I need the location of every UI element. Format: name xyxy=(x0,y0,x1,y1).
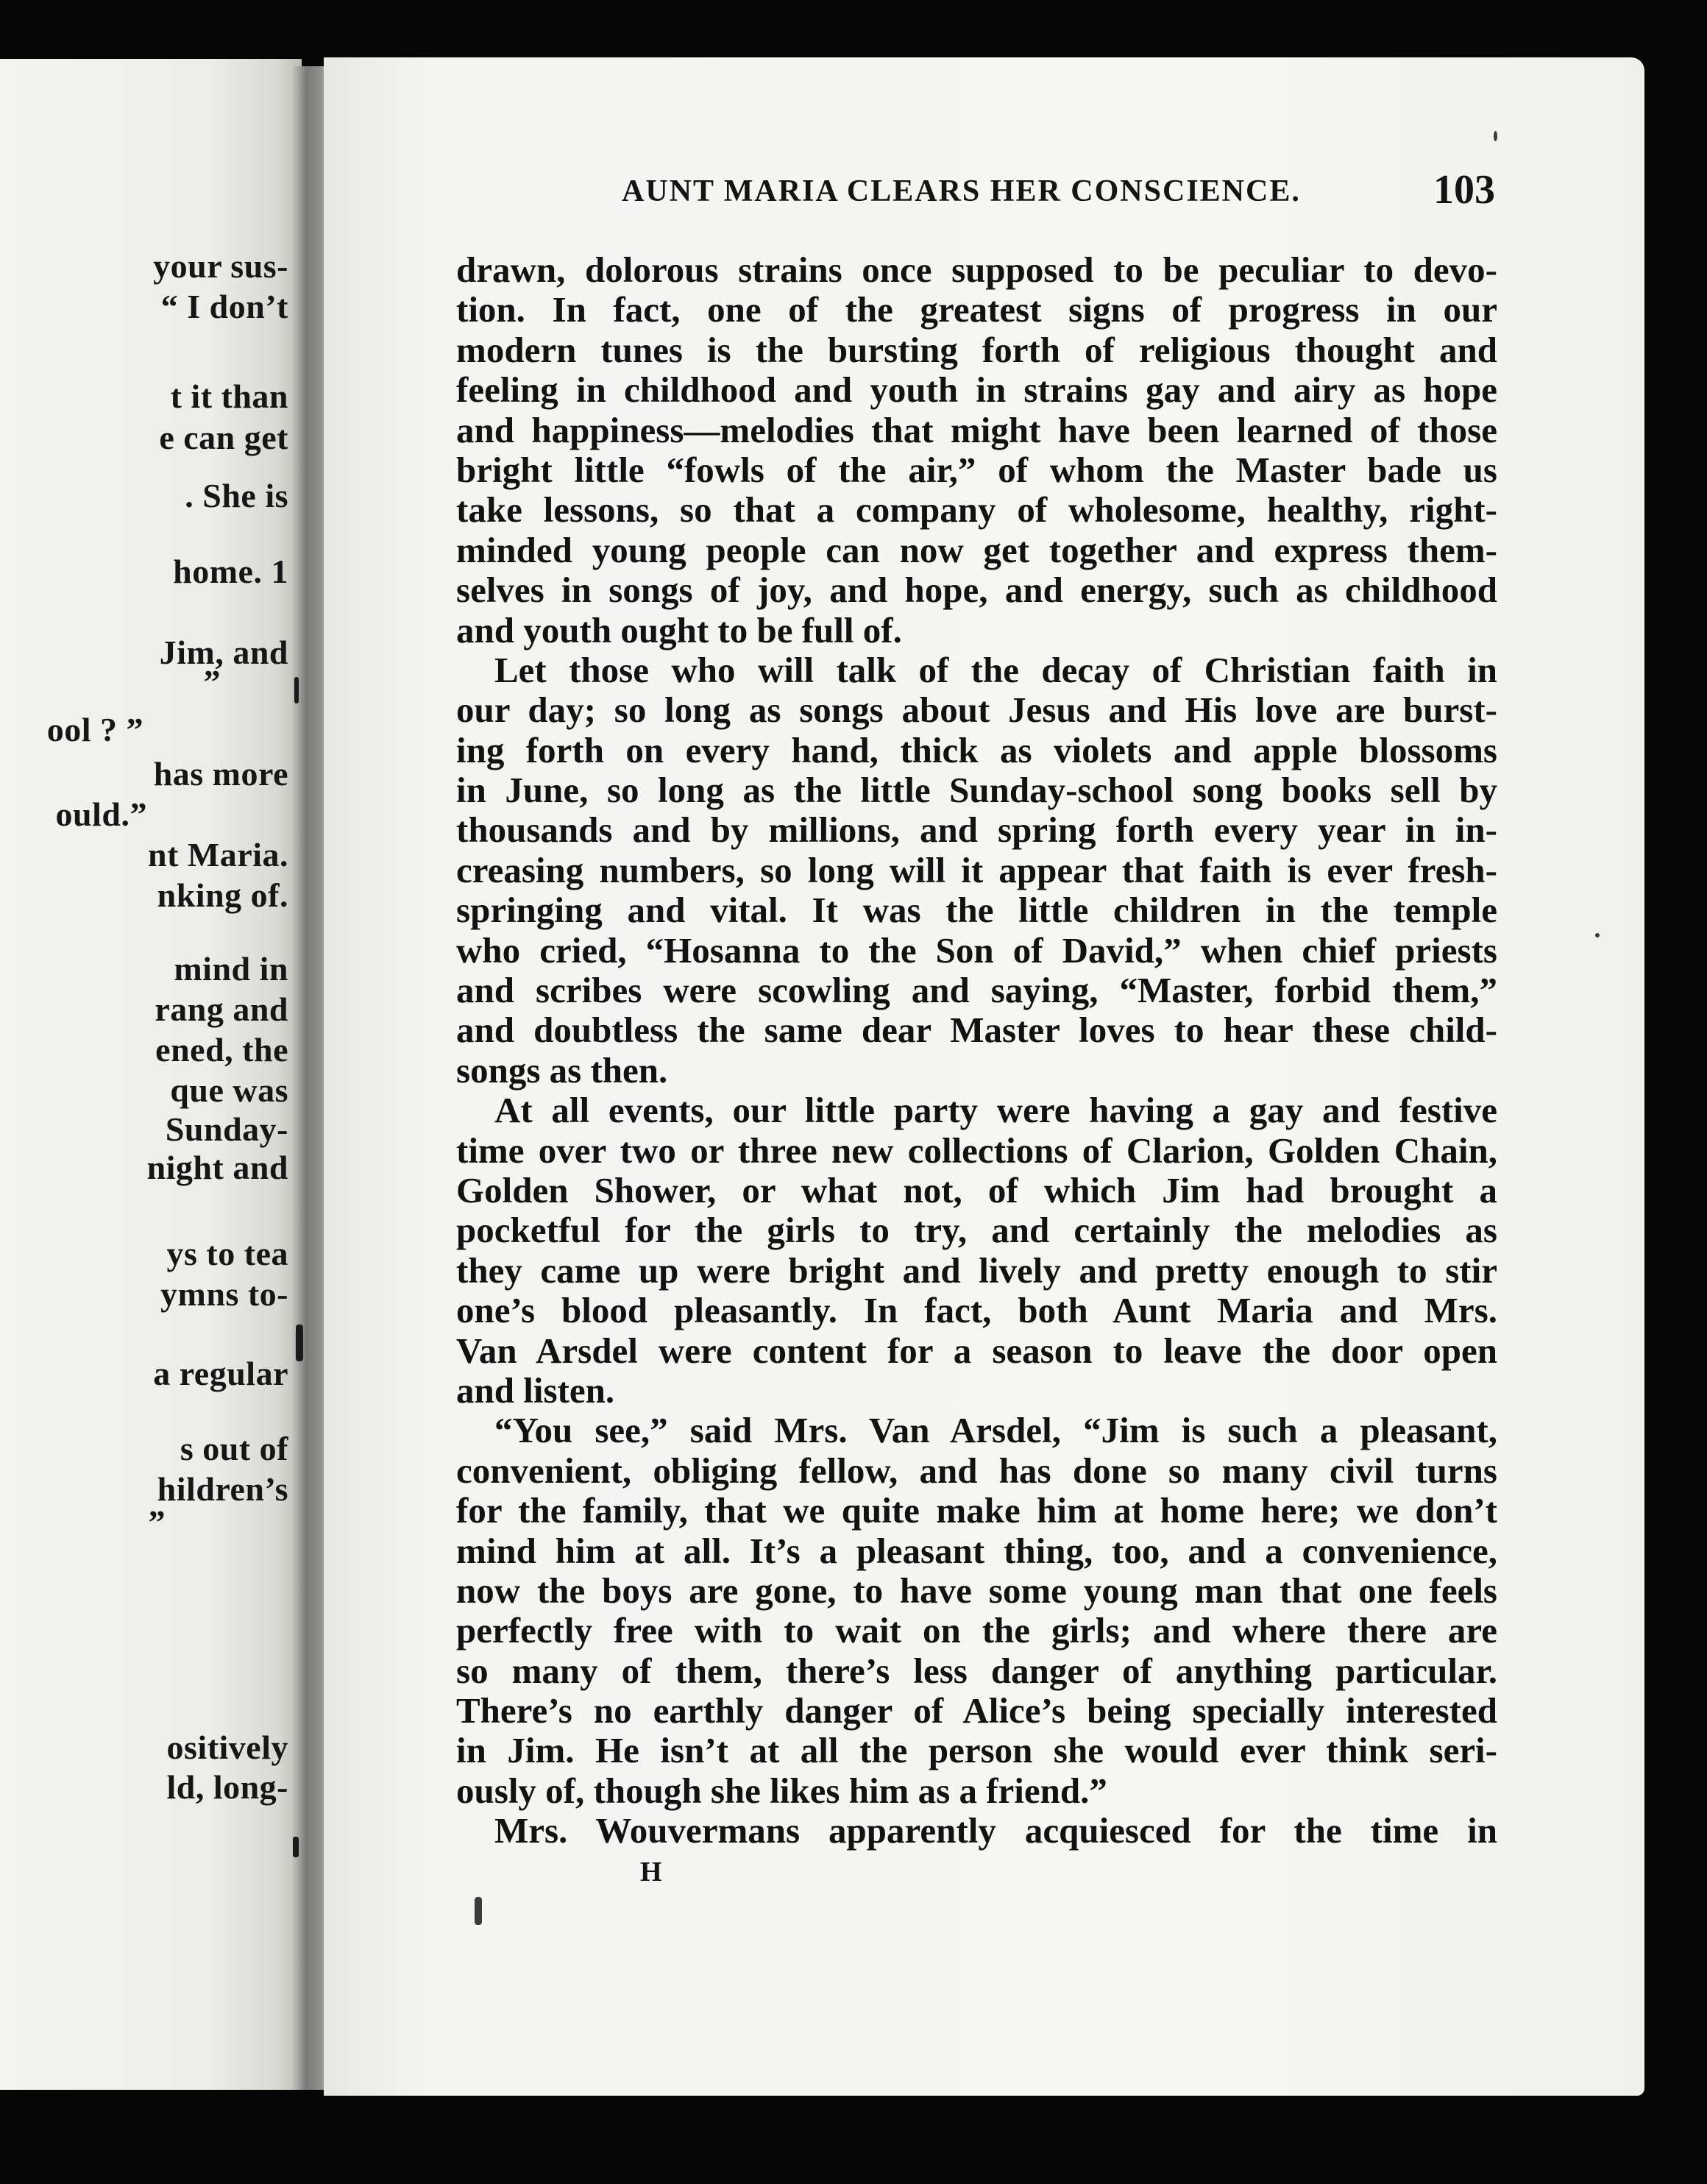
left-page-text-line: que was xyxy=(170,1071,288,1109)
left-page-text-line: rang and xyxy=(155,990,288,1028)
left-page-text-line: mind in xyxy=(174,950,288,988)
text-line: ing forth on every hand, thick as violets and apple blossoms xyxy=(456,729,1497,770)
left-page-text-line: ool ? ” xyxy=(46,711,143,748)
text-line: and doubtless the same dear Master loves to hear these child- xyxy=(456,1010,1497,1051)
left-page-text-line: ymns to- xyxy=(160,1275,288,1313)
text-line: who cried, “Hosanna to the Son of David,” when chief priests xyxy=(456,929,1497,971)
page-speck xyxy=(294,677,299,703)
running-head: AUNT MARIA CLEARS HER CONSCIENCE. xyxy=(622,174,1301,208)
left-page-text-line: a regular xyxy=(153,1355,288,1392)
text-line: in Jim. He isn’t at all the person she would ever think seri- xyxy=(456,1730,1497,1771)
page-speck xyxy=(475,1897,482,1925)
text-line: in June, so long as the little Sunday-school song books sell by xyxy=(456,770,1497,811)
left-page-text-line: Jim, and xyxy=(159,634,288,671)
text-line: ously of, though she likes him as a friend.” xyxy=(456,1770,1107,1811)
left-page-text-line: ould.” xyxy=(55,795,147,833)
text-line: and youth ought to be full of. xyxy=(456,609,902,650)
text-line: At all events, our little party were having a gay and festive xyxy=(494,1090,1497,1131)
page-speck xyxy=(1595,933,1600,937)
text-line: and scribes were scowling and saying, “Master, forbid them,” xyxy=(456,970,1497,1011)
left-page-text-line: your sus- xyxy=(153,247,288,285)
left-page-text-line: e can get xyxy=(159,419,288,456)
text-line: perfectly free with to wait on the girls; and where there are xyxy=(456,1610,1497,1651)
left-page-text-line: ” xyxy=(148,1503,166,1541)
text-line: springing and vital. It was the little children in the temple xyxy=(456,890,1497,931)
left-page-text-line: ositively xyxy=(166,1729,288,1766)
text-line: our day; so long as songs about Jesus and His love are burst- xyxy=(456,689,1497,731)
left-page-text-line: ” xyxy=(203,663,221,701)
left-page-text-line: hildren’s xyxy=(157,1470,288,1508)
text-line: take lessons, so that a company of wholesome, healthy, right- xyxy=(456,489,1497,531)
left-page-text-line: . She is xyxy=(185,477,288,514)
page-number: 103 xyxy=(1433,167,1495,213)
left-page-text-line: nt Maria. xyxy=(147,836,288,873)
text-line: selves in songs of joy, and hope, and energy, such as childhood xyxy=(456,570,1497,611)
text-line: time over two or three new collections of Clarion, Golden Chain, xyxy=(456,1130,1497,1171)
left-page-text-line: night and xyxy=(146,1149,288,1186)
text-line: so many of them, there’s less danger of anything particular. xyxy=(456,1650,1497,1691)
body-text xyxy=(456,250,1497,1851)
text-line: tion. In fact, one of the greatest signs of progress in our xyxy=(456,289,1497,330)
left-page-text-line: t it than xyxy=(170,377,288,415)
text-line: bright little “fowls of the air,” of whom the Master bade us xyxy=(456,449,1497,490)
left-page-text-line: ld, long- xyxy=(166,1768,288,1806)
page-speck xyxy=(1494,131,1497,141)
text-line: drawn, dolorous strains once supposed to be peculiar to devo- xyxy=(456,249,1497,290)
text-line: Golden Shower, or what not, of which Jim had brought a xyxy=(456,1169,1497,1210)
left-page-text-line: s out of xyxy=(180,1430,288,1467)
left-page-text-line: ys to tea xyxy=(166,1235,288,1272)
text-line: they came up were bright and lively and pretty enough to stir xyxy=(456,1249,1497,1291)
text-line: and happiness—melodies that might have been learned of those xyxy=(456,409,1497,450)
left-facing-page xyxy=(0,59,302,2090)
left-page-text-line: has more xyxy=(153,755,288,793)
page-speck xyxy=(293,1837,299,1857)
text-line: creasing numbers, so long will it appear that faith is ever fresh- xyxy=(456,849,1497,890)
text-line: now the boys are gone, to have some young man that one feels xyxy=(456,1570,1497,1611)
text-line: thousands and by millions, and spring forth every year in in- xyxy=(456,809,1497,851)
page-speck xyxy=(296,1325,303,1361)
text-line: pocketful for the girls to try, and certainly the melodies as xyxy=(456,1210,1497,1251)
text-line: for the family, that we quite make him at home here; we don’t xyxy=(456,1490,1497,1531)
text-line: and listen. xyxy=(456,1369,615,1411)
left-page-text-line: “ I don’t xyxy=(160,288,288,325)
text-line: minded young people can now get together and express them- xyxy=(456,529,1497,570)
text-line: mind him at all. It’s a pleasant thing, too, and a convenience, xyxy=(456,1530,1497,1571)
text-line: Mrs. Wouvermans apparently acquiesced for the time in xyxy=(494,1810,1497,1851)
text-line: convenient, obliging fellow, and has done so many civil turns xyxy=(456,1450,1497,1491)
text-line: songs as then. xyxy=(456,1049,668,1091)
left-page-text-line: ened, the xyxy=(155,1031,288,1068)
text-line: modern tunes is the bursting forth of religious thought and xyxy=(456,329,1497,370)
text-line: “You see,” said Mrs. Van Arsdel, “Jim is such a pleasant, xyxy=(494,1410,1497,1451)
signature-mark: H xyxy=(640,1857,662,1887)
text-line: feeling in childhood and youth in strains gay and airy as hope xyxy=(456,369,1497,411)
left-page-text-line: nking of. xyxy=(157,876,288,914)
text-line: Let those who will talk of the decay of Christian faith in xyxy=(494,649,1497,690)
left-page-text-line: home. 1 xyxy=(173,553,288,590)
left-page-text-line: Sunday- xyxy=(165,1110,288,1148)
text-line: Van Arsdel were content for a season to leave the door open xyxy=(456,1330,1497,1371)
text-line: There’s no earthly danger of Alice’s being specially interested xyxy=(456,1690,1497,1731)
text-line: one’s blood pleasantly. In fact, both Aunt Maria and Mrs. xyxy=(456,1290,1497,1331)
